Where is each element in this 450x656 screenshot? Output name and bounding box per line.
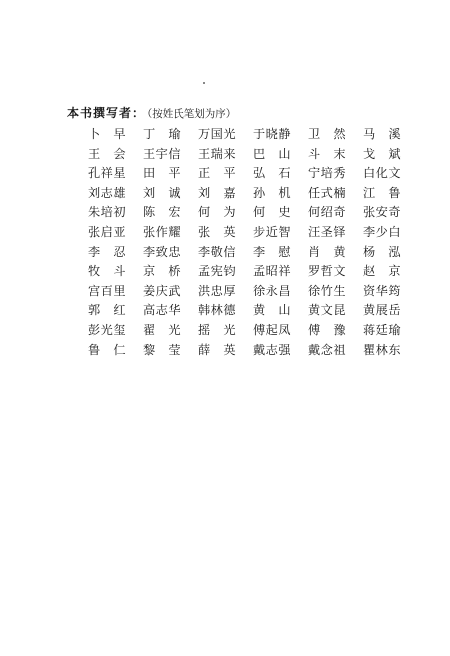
author-name: 刘 诚 [143,185,182,200]
author-name: 何绍奇 [308,205,347,220]
author-name: 张作耀 [143,224,182,239]
name-row [88,282,418,302]
author-name: 于晓静 [253,127,292,141]
scan-speck [203,82,205,84]
author-name: 牧 斗 [88,264,127,279]
author-name: 洪忠厚 [198,283,237,298]
author-name: 韩林德 [198,303,237,318]
author-name: 傅 豫 [308,322,347,337]
author-name: 何 史 [253,205,292,220]
author-name: 卫 然 [308,127,347,141]
author-name-list [88,125,418,360]
author-name: 孔祥星 [88,166,127,181]
author-name: 罗哲文 [308,264,347,279]
author-name: 孟宪钧 [198,264,237,279]
author-name: 陈 宏 [143,205,182,220]
name-row [88,184,418,204]
name-row [88,145,418,165]
author-name: 张安奇 [363,205,402,220]
author-name: 斗 末 [308,146,347,161]
author-name: 高志华 [143,303,182,318]
author-name: 马 溪 [363,127,402,141]
authors-heading [67,106,236,121]
author-name: 戴志强 [253,342,292,357]
author-name: 汪圣铎 [308,224,347,239]
author-name: 卜 早 [88,127,127,141]
author-name: 彭光玺 [88,322,127,337]
author-name: 黄展岳 [363,303,402,318]
author-name: 京 桥 [143,264,182,279]
author-name: 正 平 [198,166,237,181]
author-name: 张 英 [198,224,237,239]
name-row [88,203,418,223]
name-row [88,321,418,341]
name-row [88,164,418,184]
author-name: 郭 红 [88,303,127,318]
author-name: 黎 莹 [143,342,182,357]
author-name: 瞿林东 [363,342,402,357]
name-row [88,243,418,263]
author-name: 肖 黄 [308,244,347,259]
author-name: 宁培秀 [308,166,347,181]
author-name: 李 慰 [253,244,292,259]
author-name: 张启亚 [88,224,127,239]
author-name: 丁 瑜 [143,127,182,141]
author-name: 田 平 [143,166,182,181]
author-name: 翟 光 [143,322,182,337]
author-name: 李敬信 [198,244,237,259]
author-name: 鲁 仁 [88,342,127,357]
author-name: 何 为 [198,205,237,220]
heading-note: （按姓氏笔划为序） [147,108,237,120]
author-name: 步近智 [253,224,292,239]
author-name: 戈 斌 [363,146,402,161]
author-name: 资华筠 [363,283,402,298]
author-name: 赵 京 [363,264,402,279]
name-row [88,125,418,145]
author-name: 李少白 [363,224,402,239]
author-name: 弘 石 [253,166,292,181]
author-name: 徐竹生 [308,283,347,298]
author-name: 白化文 [363,166,402,181]
author-name: 孟昭祥 [253,264,292,279]
author-name: 江 鲁 [363,185,402,200]
author-name: 蒋廷瑜 [363,322,402,337]
author-name: 王宇信 [143,146,182,161]
author-name: 朱培初 [88,205,127,220]
author-name: 巴 山 [253,146,292,161]
name-row [88,301,418,321]
author-name: 王瑞来 [198,146,237,161]
author-name: 摇 光 [198,322,237,337]
name-row [88,262,418,282]
author-name: 戴念祖 [308,342,347,357]
author-name: 孙 机 [253,185,292,200]
author-name: 宫百里 [88,283,127,298]
author-name: 刘 嘉 [198,185,237,200]
author-name: 傅起凤 [253,322,292,337]
author-name: 杨 泓 [363,244,402,259]
author-name: 姜庆武 [143,283,182,298]
heading-title: 本书撰写者： [67,106,146,120]
author-name: 万国光 [198,127,237,141]
author-name: 黄文昆 [308,303,347,318]
name-row [88,341,418,361]
name-row [88,223,418,243]
author-name: 徐永昌 [253,283,292,298]
author-name: 李 忍 [88,244,127,259]
author-name: 薛 英 [198,342,237,357]
author-name: 刘志雄 [88,185,127,200]
author-name: 王 会 [88,146,127,161]
author-name: 李致忠 [143,244,182,259]
author-name: 任式楠 [308,185,347,200]
author-name: 黄 山 [253,303,292,318]
